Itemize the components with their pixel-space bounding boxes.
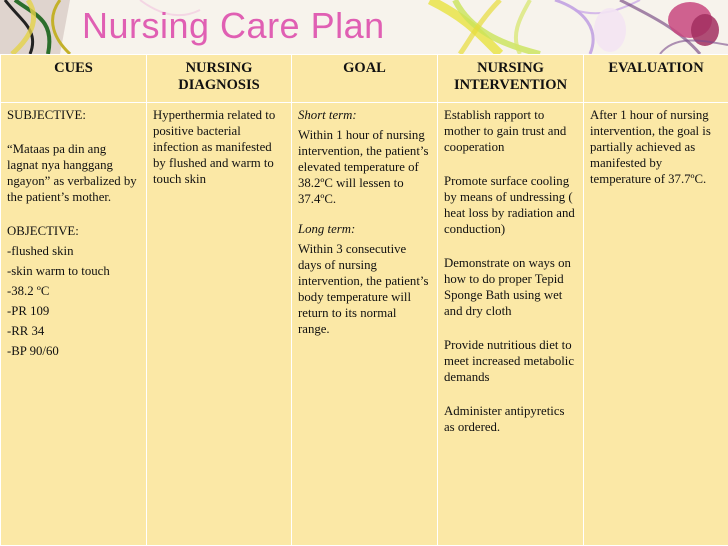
intervention-cell <box>438 103 584 546</box>
diagnosis-cell <box>147 103 292 546</box>
page-title: Nursing Care Plan <box>82 5 385 46</box>
objective-item: -38.2 ºC <box>7 284 50 298</box>
header-nursing-diagnosis: NURSING DIAGNOSIS <box>147 55 292 103</box>
header-row <box>1 55 728 103</box>
objective-item: -RR 34 <box>7 324 45 338</box>
goal-cell <box>292 103 438 546</box>
long-term-label: Long term: <box>298 222 356 236</box>
objective-item: -PR 109 <box>7 304 50 318</box>
intervention-item: Administer antipyretics as ordered. <box>444 404 565 434</box>
header-goal: GOAL <box>292 55 438 103</box>
intervention-item: Provide nutritious diet to meet increased metabolic demands <box>444 338 575 384</box>
intervention-item: Establish rapport to mother to gain trust and cooperation <box>444 108 567 154</box>
content-row <box>1 103 728 546</box>
objective-item: -BP 90/60 <box>7 344 59 358</box>
short-term-goal: Within 1 hour of nursing intervention, the patient’s elevated temperature of 38.2ºC will lessen to 37.4ºC. <box>298 128 429 206</box>
subjective-label: SUBJECTIVE: <box>7 108 86 122</box>
header-evaluation: EVALUATION <box>584 55 728 103</box>
header-nursing-intervention: NURSING INTERVENTION <box>438 55 584 103</box>
diagnosis-text: Hyperthermia related to positive bacterial infection as manifested by flushed and warm to touch skin <box>153 108 276 186</box>
title-banner <box>0 0 728 54</box>
intervention-item: Promote surface cooling by means of undressing ( heat loss by radiation and conduction) <box>444 174 575 236</box>
cues-cell <box>1 103 147 546</box>
objective-label: OBJECTIVE: <box>7 224 79 238</box>
intervention-item: Demonstrate on ways on how to do proper Tepid Sponge Bath using wet and dry cloth <box>444 256 571 318</box>
evaluation-text: After 1 hour of nursing intervention, the goal is partially achieved as manifested by temperature of 37.7ºC. <box>590 108 711 186</box>
evaluation-cell <box>584 103 728 546</box>
subjective-quote: “Mataas pa din ang lagnat nya hanggang ngayon” as verbalized by the patient’s mother. <box>7 142 137 204</box>
short-term-label: Short term: <box>298 108 357 122</box>
objective-item: -skin warm to touch <box>7 264 110 278</box>
header-cues: CUES <box>1 55 147 103</box>
care-plan-table <box>0 54 728 546</box>
long-term-goal: Within 3 consecutive days of nursing intervention, the patient’s body temperature will return to its normal range. <box>298 242 429 336</box>
objective-item: -flushed skin <box>7 244 74 258</box>
